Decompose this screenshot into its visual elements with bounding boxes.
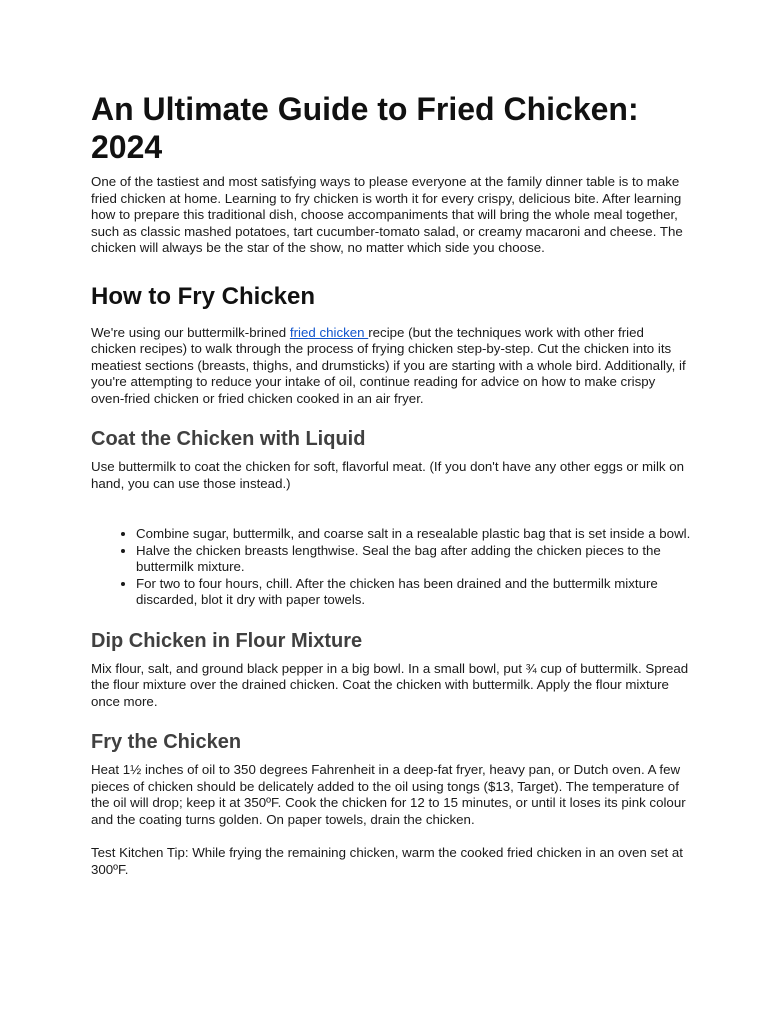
- coat-steps-list: [91, 526, 691, 609]
- list-item: • Halve the chicken breasts lengthwise. Seal the bag after adding the chicken pieces to the buttermilk mixture.: [136, 543, 691, 576]
- section-heading-coat: Coat the Chicken with Liquid: [91, 428, 366, 450]
- paragraph-spacer: [91, 828, 691, 845]
- fried-chicken-link[interactable]: fried chicken: [289, 324, 369, 340]
- section-heading-how-to-fry: How to Fry Chicken: [91, 282, 316, 310]
- dip-paragraph: Mix flour, salt, and ground black pepper in a big bowl. In a small bowl, put ¾ cup of buttermilk. Spread the flour mixture over the drained chicken. Coat the chicken with buttermilk. Apply the flour mixture once more.: [91, 660, 689, 709]
- coat-paragraph: Use buttermilk to coat the chicken for soft, flavorful meat. (If you don't have any other eggs or milk on hand, you can use those instead.): [91, 459, 685, 491]
- test-kitchen-tip: Test Kitchen Tip: While frying the remaining chicken, warm the cooked fried chicken in an oven set at 300ºF.: [91, 845, 684, 877]
- list-item: • Combine sugar, buttermilk, and coarse salt in a resealable plastic bag that is set inside a bowl.: [136, 526, 691, 543]
- document-page: [91, 90, 691, 878]
- list-item: • For two to four hours, chill. After the chicken has been drained and the buttermilk mixture discarded, blot it dry with paper towels.: [136, 576, 691, 609]
- intro-paragraph: One of the tastiest and most satisfying ways to please everyone at the family dinner table is to make fried chicken at home. Learning to fry chicken is worth it for every crispy, delicious bite. After learning how to prepare this traditional dish, choose accompaniments that will bring the whole meal together, such as classic mashed potatoes, tart cucumber-tomato salad, or creamy macaroni and cheese. The chicken will always be the star of the show, no matter which side you choose.: [91, 174, 683, 255]
- page-title: An Ultimate Guide to Fried Chicken: 2024: [91, 91, 639, 165]
- how-to-text-start: We're using our buttermilk-brined: [91, 324, 290, 340]
- how-to-text-end: recipe (but the techniques work with other fried chicken recipes) to walk through the process of frying chicken step-by-step. Cut the chicken into its meatiest sections (breasts, thighs, and drumsticks) if you are starting with a whole bird. Additionally, if you're attempting to reduce your intake of oil, continue reading for advice on how to make crispy oven-fried chicken or fried chicken cooked in an air fryer.: [91, 324, 686, 406]
- fry-paragraph: Heat 1½ inches of oil to 350 degrees Fahrenheit in a deep-fat fryer, heavy pan, or Dutch oven. A few pieces of chicken should be delicately added to the oil using tongs ($13, Target). The temperature of the oil will drop; keep it at 350ºF. Cook the chicken for 12 to 15 minutes, or until it loses its pink colour and the coating turns golden. On paper towels, drain the chicken.: [91, 762, 686, 827]
- section-heading-fry: Fry the Chicken: [91, 731, 242, 753]
- how-to-paragraph: [91, 325, 691, 408]
- section-heading-dip: Dip Chicken in Flour Mixture: [91, 629, 363, 652]
